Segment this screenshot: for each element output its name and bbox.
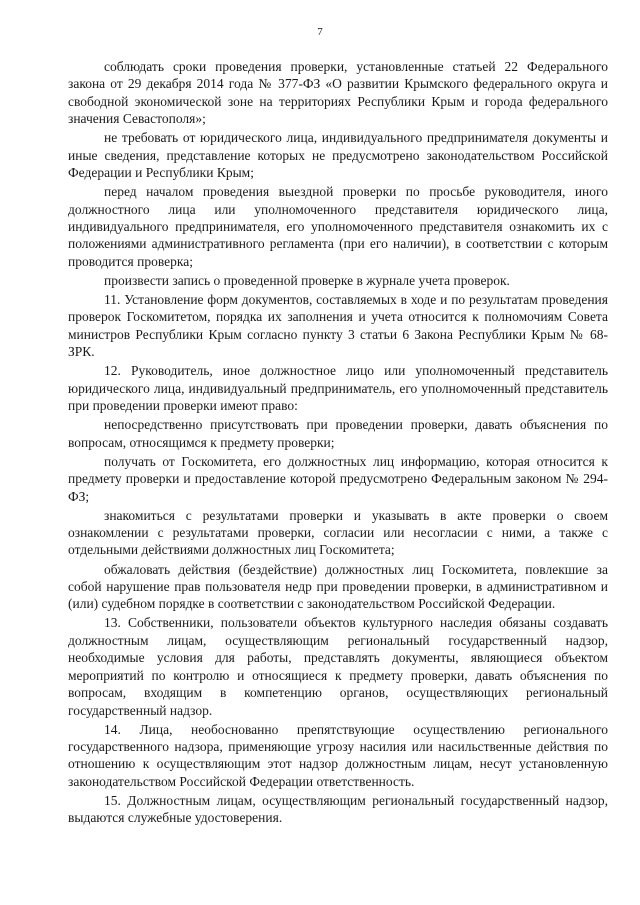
paragraph-item-12: 12. Руководитель, иное должностное лицо или уполномоченный представитель юридического лица, индивидуальный предприниматель, его уполномоченный представитель при проведении проверки имеют право: — [68, 363, 608, 414]
paragraph-familiarize-regulation: перед началом проведения выездной проверки по просьбе руководителя, иного должностного лица или уполномоченного представителя юридического лица, индивидуального предпринимателя, его уполномоченного представителя ознакомить их с положениями административного регламента (при его наличии), в соответствии с которым проводится проверка; — [68, 184, 608, 269]
paragraph-item-15: 15. Должностным лицам, осуществляющим региональный государственный надзор, выдаются служебные удостоверения. — [68, 792, 608, 826]
paragraph-right-information: получать от Госкомитета, его должностных лиц информацию, которая относится к предмету проверки и предоставление которой предусмотрено Федеральным законом № 294-ФЗ; — [68, 453, 608, 504]
paragraph-no-extra-documents: не требовать от юридического лица, индивидуального предпринимателя документы и иные сведения, представление которых не предусмотрено законодательством Российской Федерации и Республики Крым; — [68, 130, 608, 181]
paragraph-right-appeal: обжаловать действия (бездействие) должностных лиц Госкомитета, повлекшие за собой нарушение прав пользователя недр при проведении проверки, в административном и (или) судебном порядке в соответствии с законодательством Российской Федерации. — [68, 561, 608, 612]
page-number: 7 — [317, 26, 323, 38]
document-body — [68, 58, 608, 828]
paragraph-item-11: 11. Установление форм документов, составляемых в ходе и по результатам проведения проверок Госкомитетом, порядка их заполнения и учета относится к полномочиям Совета министров Республики Крым согласно пункту 3 статьи 6 Закона Республики Крым № 68-ЗРК. — [68, 292, 608, 360]
paragraph-item-14: 14. Лица, необоснованно препятствующие осуществлению регионального государственного надзора, применяющие угрозу насилия или насильственные действия по отношению к осуществляющим этот надзор должностным лицам, несут установленную законодательством Российской Федерации ответственность. — [68, 721, 608, 789]
paragraph-journal-record: произвести запись о проведенной проверке в журнале учета проверок. — [104, 272, 510, 288]
paragraph-inspection-deadlines: соблюдать сроки проведения проверки, установленные статьей 22 Федерального закона от 29 декабря 2014 года № 377-ФЗ «О развитии Крымского федерального округа и свободной экономической зоне на территориях Республики Крым и города федерального значения Севастополя»; — [68, 59, 608, 127]
paragraph-right-review-results: знакомиться с результатами проверки и указывать в акте проверки о своем ознакомлении с результатами проверки, согласии или несогласии с ними, а также с отдельными действиями должностных лиц Госкомитета; — [68, 507, 608, 558]
paragraph-item-13: 13. Собственники, пользователи объектов культурного наследия обязаны создавать должностным лицам, осуществляющим региональный государственный надзор, необходимые условия для работы, представлять документы, являющиеся объектом мероприятий по контролю и относящиеся к предмету проверки, давать объяснения по вопросам, входящим в компетенцию органов, осуществляющих региональный государственный надзор. — [68, 615, 608, 718]
paragraph-right-attend: непосредственно присутствовать при проведении проверки, давать объяснения по вопросам, относящимся к предмету проверки; — [68, 417, 608, 450]
